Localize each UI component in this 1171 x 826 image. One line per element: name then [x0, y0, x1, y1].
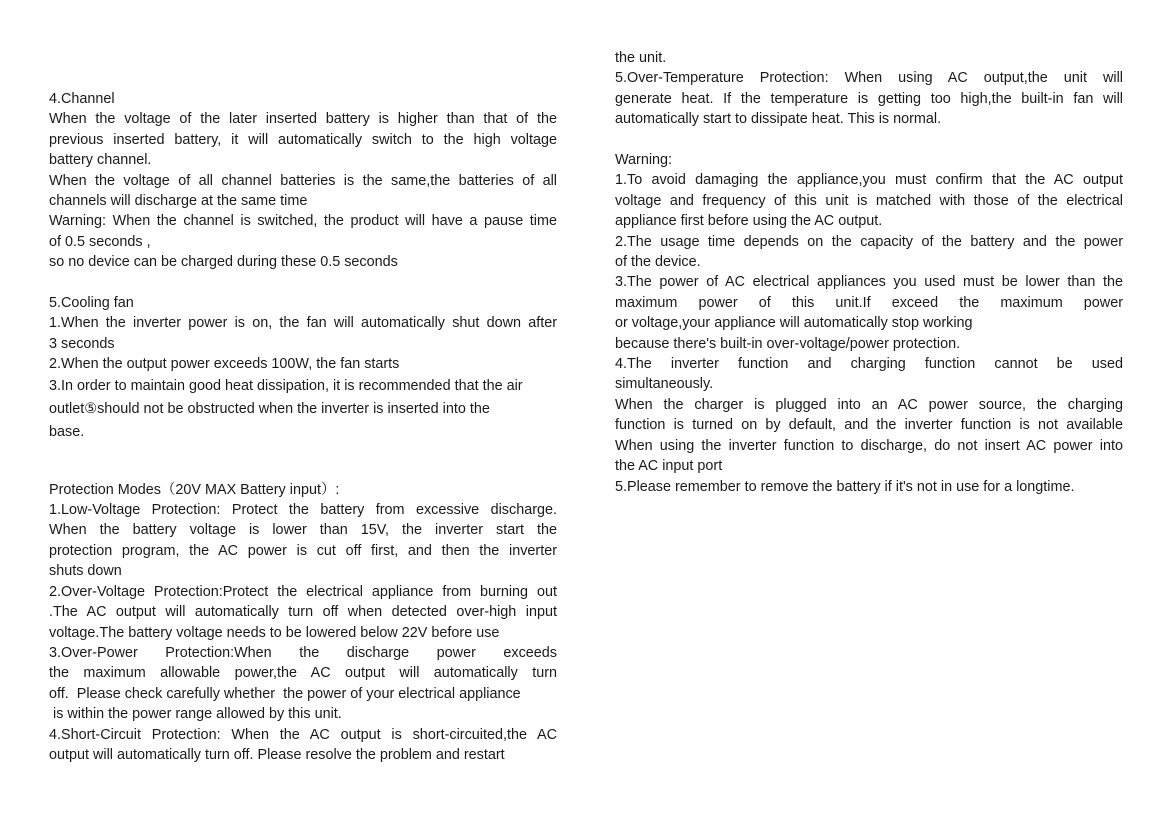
- warning-line: because there's built-in over-voltage/power protection.: [615, 335, 961, 352]
- protection-line: is within the power range allowed by this unit.: [49, 706, 342, 723]
- warning-line: When the charger is plugged into an AC power source, the charging: [615, 396, 1123, 413]
- channel-line: channels will discharge at the same time: [49, 193, 308, 210]
- protection-heading: Protection Modes（20V MAX Battery input）:: [49, 481, 340, 498]
- protection-line: When the battery voltage is lower than 15V, the inverter start the: [49, 522, 557, 539]
- cooling-heading: 5.Cooling fan: [49, 295, 134, 312]
- protection-line: 4.Short-Circuit Protection: When the AC output is short-circuited,the AC: [49, 726, 557, 743]
- protection-line: 1.Low-Voltage Protection: Protect the battery from excessive discharge.: [49, 502, 557, 519]
- warning-line: 1.To avoid damaging the appliance,you must confirm that the AC output: [615, 172, 1123, 189]
- channel-section: [49, 89, 557, 273]
- channel-line: previous inserted battery, it will automatically switch to the high voltage: [49, 131, 557, 148]
- channel-line: so no device can be charged during these 0.5 seconds: [49, 254, 398, 271]
- warning-line: function is turned on by default, and the inverter function is not available: [615, 417, 1123, 434]
- channel-line: When the voltage of all channel batteries is the same,the batteries of all: [49, 172, 557, 189]
- warning-line: 4.The inverter function and charging function cannot be used: [615, 356, 1123, 373]
- warning-line: 2.The usage time depends on the capacity of the battery and the power: [615, 233, 1123, 250]
- warning-line: or voltage,your appliance will automatically stop working: [615, 315, 973, 332]
- protection-line: off. Please check carefully whether the power of your electrical appliance: [49, 685, 521, 702]
- warning-line: of the device.: [615, 254, 701, 271]
- protection-line: voltage.The battery voltage needs to be lowered below 22V before use: [49, 624, 500, 641]
- cooling-line: 2.When the output power exceeds 100W, the fan starts: [49, 356, 400, 373]
- channel-heading: 4.Channel: [49, 91, 115, 107]
- protection-line: protection program, the AC power is cut off first, and then the inverter: [49, 542, 557, 559]
- spacer: [49, 444, 557, 480]
- channel-line: battery channel.: [49, 152, 152, 169]
- warning-line: appliance first before using the AC output.: [615, 213, 883, 230]
- warning-line: maximum power of this unit.If exceed the maximum power: [615, 294, 1123, 311]
- spacer: [615, 130, 1123, 150]
- warning-line: 5.Please remember to remove the battery if it's not in use for a longtime.: [615, 478, 1075, 495]
- warning-line: voltage and frequency of this unit is matched with those of the electrical: [615, 192, 1123, 209]
- continued-line: generate heat. If the temperature is getting too high,the built-in fan will: [615, 90, 1123, 107]
- cooling-line: 3 seconds: [49, 335, 115, 352]
- protection-modes-section: [49, 480, 557, 766]
- protection-line: output will automatically turn off. Please resolve the problem and restart: [49, 746, 505, 763]
- channel-line: of 0.5 seconds ,: [49, 233, 151, 250]
- protection-line: 3.Over-Power Protection:When the discharge power exceeds: [49, 644, 557, 661]
- cooling-line: base.: [49, 423, 85, 440]
- warning-line: 3.The power of AC electrical appliances you used must be lower than the: [615, 274, 1123, 291]
- protection-line: .The AC output will automatically turn off when detected over-high input: [49, 604, 557, 621]
- cooling-fan-section: [49, 293, 557, 444]
- spacer: [49, 273, 557, 293]
- warning-section: [615, 150, 1123, 497]
- right-column: [615, 0, 1123, 497]
- warning-heading: Warning:: [615, 152, 673, 169]
- warning-line: When using the inverter function to discharge, do not insert AC power into: [615, 437, 1123, 454]
- cooling-line: 1.When the inverter power is on, the fan will automatically shut down after: [49, 315, 557, 332]
- cooling-line: 3.In order to maintain good heat dissipation, it is recommended that the air: [49, 377, 523, 394]
- channel-line: Warning: When the channel is switched, the product will have a pause time: [49, 213, 557, 230]
- over-temperature-section: [615, 48, 1123, 130]
- cooling-line: outlet⑤should not be obstructed when the inverter is inserted into the: [49, 400, 490, 417]
- warning-line: simultaneously.: [615, 376, 714, 393]
- left-column: [49, 0, 557, 765]
- channel-line: When the voltage of the later inserted battery is higher than that of the: [49, 111, 557, 128]
- warning-line: the AC input port: [615, 458, 723, 475]
- continued-line: the unit.: [615, 50, 667, 66]
- continued-line: 5.Over-Temperature Protection: When using AC output,the unit will: [615, 70, 1123, 87]
- continued-line: automatically start to dissipate heat. This is normal.: [615, 111, 942, 128]
- protection-line: the maximum allowable power,the AC output will automatically turn: [49, 665, 557, 682]
- protection-line: shuts down: [49, 563, 122, 580]
- protection-line: 2.Over-Voltage Protection:Protect the electrical appliance from burning out: [49, 583, 557, 600]
